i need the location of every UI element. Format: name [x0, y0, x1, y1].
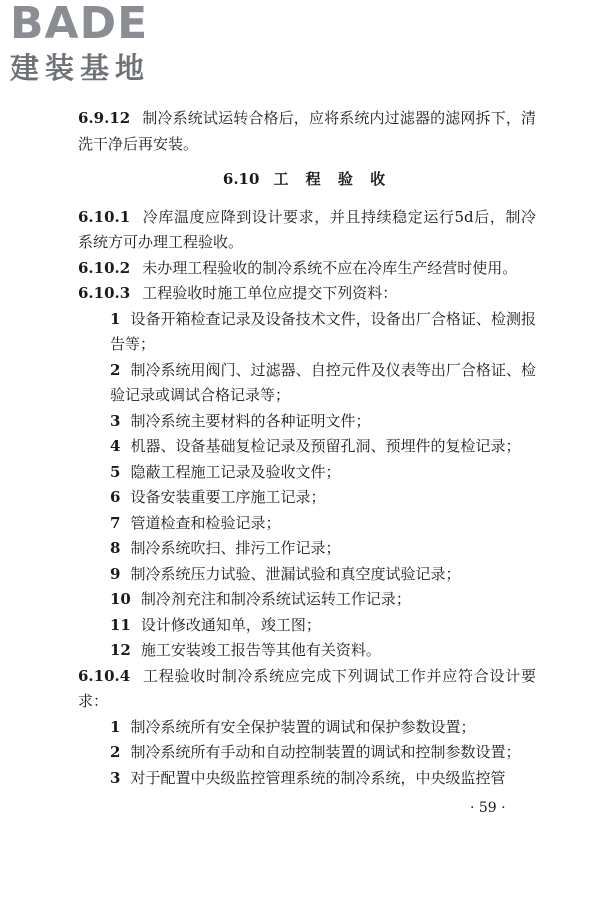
- item-text: 制冷系统吹扫、排污工作记录；: [130, 539, 341, 557]
- item-number: 3: [110, 768, 121, 787]
- list-6-10-4: [78, 715, 536, 792]
- page-number: · 59 ·: [470, 800, 506, 816]
- clause-number: 6.10.4: [78, 666, 131, 685]
- item-number: 6: [110, 488, 121, 506]
- item-text: 设计修改通知单，竣工图；: [140, 615, 321, 634]
- item-text: 制冷系统所有安全保护装置的调试和保护参数设置；: [130, 717, 476, 736]
- item-number: 10: [110, 590, 131, 608]
- logo-brand-text: BADE: [10, 0, 149, 49]
- item-text: 制冷剂充注和制冷系统试运转工作记录；: [140, 590, 411, 608]
- list-item: [78, 485, 536, 511]
- item-text: 机器、设备基础复检记录及预留孔洞、预埋件的复检记录；: [130, 437, 521, 455]
- item-text: 制冷系统主要材料的各种证明文件；: [130, 411, 371, 430]
- item-number: 2: [110, 743, 121, 761]
- item-number: 2: [110, 360, 121, 379]
- list-item: [78, 409, 536, 435]
- item-number: 9: [110, 564, 121, 583]
- clause-number: 6.10.1: [78, 207, 131, 226]
- item-text: 隐蔽工程施工记录及验收文件；: [130, 462, 341, 481]
- item-text: 制冷系统用阀门、过滤器、自控元件及仪表等出厂合格证、检验记录或调试合格记录等；: [110, 360, 536, 404]
- item-text: 管道检查和检验记录；: [130, 513, 281, 532]
- item-text: 设备开箱检查记录及设备技术文件，设备出厂合格证、检测报告等；: [110, 309, 536, 353]
- clause-6-10-1: [78, 205, 536, 256]
- item-text: 制冷系统所有手动和自动控制装置的调试和控制参数设置；: [130, 743, 521, 761]
- section-heading: 工 程 验 收: [273, 170, 392, 188]
- item-number: 7: [110, 513, 121, 532]
- clause-text: 冷库温度应降到设计要求，并且持续稳定运行5d后，制冷系统方可办理工程验收。: [78, 207, 536, 251]
- bade-logo: [10, 2, 180, 84]
- clause-number: 6.10.3: [78, 284, 131, 302]
- list-item: [78, 460, 536, 486]
- item-text: 施工安装竣工报告等其他有关资料。: [140, 641, 381, 659]
- list-item: [78, 562, 536, 588]
- list-item: [78, 587, 536, 613]
- clause-6-10-2: [78, 256, 536, 282]
- item-number: 1: [110, 717, 121, 736]
- clause-text: 未办理工程验收的制冷系统不应在冷库生产经营时使用。: [142, 258, 518, 277]
- clause-number: 6.9.12: [78, 109, 131, 127]
- clause-6-10-3: [78, 281, 536, 307]
- clause-text: 工程验收时制冷系统应完成下列调试工作并应符合设计要求：: [78, 666, 536, 710]
- list-item: [78, 434, 536, 460]
- list-item: [78, 358, 536, 409]
- list-item: [78, 613, 536, 639]
- item-number: 3: [110, 411, 121, 430]
- document-body: [78, 106, 536, 791]
- list-6-10-3: [78, 307, 536, 664]
- list-item: [78, 638, 536, 664]
- clause-number: 6.10.2: [78, 258, 131, 277]
- list-item: [78, 536, 536, 562]
- item-number: 11: [110, 615, 131, 634]
- clause-text: 工程验收时施工单位应提交下列资料：: [142, 284, 398, 302]
- clause-text: 制冷系统试运转合格后，应将系统内过滤器的滤网拆下，清洗干净后再安装。: [78, 109, 536, 153]
- list-item: [78, 511, 536, 537]
- item-text: 制冷系统压力试验、泄漏试验和真空度试验记录；: [130, 564, 461, 583]
- item-number: 1: [110, 309, 121, 328]
- list-item: [78, 307, 536, 358]
- clause-6-9-12: [78, 106, 536, 157]
- item-number: 4: [110, 437, 121, 455]
- item-number: 8: [110, 539, 121, 557]
- list-item: [78, 740, 536, 766]
- section-number: 6.10: [222, 170, 260, 188]
- item-text: 设备安装重要工序施工记录；: [130, 488, 326, 506]
- list-item: [78, 766, 536, 792]
- clause-6-10-4: [78, 664, 536, 715]
- logo-brand-cn-text: 建装基地: [10, 51, 151, 85]
- item-number: 5: [110, 462, 121, 481]
- item-text: 对于配置中央级监控管理系统的制冷系统，中央级监控管: [130, 768, 506, 787]
- section-title: [78, 167, 536, 193]
- item-number: 12: [110, 641, 131, 659]
- list-item: [78, 715, 536, 741]
